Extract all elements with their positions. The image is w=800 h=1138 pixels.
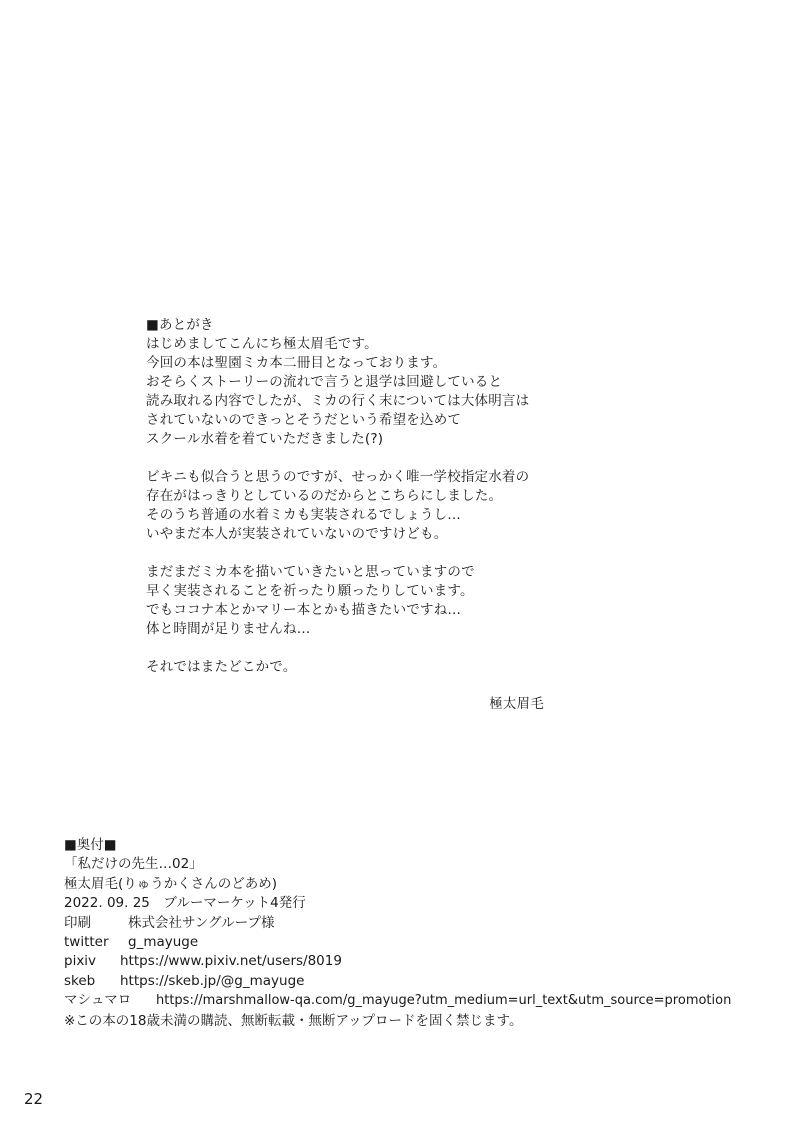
afterword-line: 体と時間が足りませんね… bbox=[146, 621, 311, 637]
page-number: 22 bbox=[24, 1090, 44, 1108]
colophon-twitter bbox=[64, 933, 764, 952]
paragraph-gap bbox=[146, 544, 566, 563]
copyright-notice: ※この本の18歳未満の購読、無断転載・無断アップロードを固く禁じます。 bbox=[64, 1013, 523, 1029]
colophon-skeb bbox=[64, 972, 764, 991]
afterword-line: スクール水着を着ていただきました(?) bbox=[146, 431, 384, 447]
afterword-line: 存在がはっきりとしているのだからとこちらにしました。 bbox=[146, 488, 503, 504]
paragraph-gap bbox=[146, 639, 566, 658]
printer-label: 印刷 bbox=[64, 914, 91, 931]
pixiv-url: https://www.pixiv.net/users/8019 bbox=[120, 953, 342, 970]
marshmallow-label: マシュマロ bbox=[64, 992, 132, 1009]
afterword-line: でもココナ本とかマリー本とかも描きたいですね… bbox=[146, 602, 462, 618]
afterword-line: 読み取れる内容でしたが、ミカの行く末については大体明言は bbox=[146, 393, 530, 409]
afterword-line: そのうち普通の水着ミカも実装されるでしょうし… bbox=[146, 507, 461, 523]
afterword-section bbox=[146, 316, 566, 714]
afterword-line: されていないのできっとそうだという希望を込めて bbox=[146, 412, 462, 428]
afterword-line: それではまたどこかで。 bbox=[146, 659, 297, 675]
twitter-label: twitter bbox=[64, 934, 109, 951]
colophon-section bbox=[64, 836, 764, 1011]
colophon-pixiv bbox=[64, 952, 764, 971]
colophon-heading: ■奥付■ bbox=[64, 837, 117, 853]
printer-value: 株式会社サングループ様 bbox=[128, 914, 275, 931]
paragraph-gap bbox=[146, 449, 566, 468]
afterword-line: はじめましてこんにち極太眉毛です。 bbox=[146, 336, 378, 352]
colophon-publication: 2022. 09. 25 ブルーマーケット4発行 bbox=[64, 895, 306, 912]
colophon-printer bbox=[64, 914, 764, 933]
afterword-line: 今回の本は聖園ミカ本二冊目となっております。 bbox=[146, 355, 447, 371]
skeb-url: https://skeb.jp/@g_mayuge bbox=[120, 972, 305, 989]
twitter-value: g_mayuge bbox=[128, 934, 199, 951]
afterword-line: 早く実装されることを祈ったり願ったりしています。 bbox=[146, 583, 474, 599]
afterword-heading: ■あとがき bbox=[146, 317, 214, 333]
afterword-line: まだまだミカ本を描いていきたいと思っていますので bbox=[146, 564, 475, 580]
pixiv-label: pixiv bbox=[64, 953, 97, 970]
afterword-line: ビキニも似合うと思うのですが、せっかく唯一学校指定水着の bbox=[146, 469, 530, 485]
marshmallow-url: https://marshmallow-qa.com/g_mayuge?utm_medium=url_text&utm_source=promotion bbox=[156, 993, 732, 1009]
afterword-line: いやまだ本人が実装されていないのですけども。 bbox=[146, 526, 448, 542]
afterword-signature: 極太眉毛 bbox=[489, 696, 544, 712]
colophon-title: 「私だけの先生…02」 bbox=[64, 856, 203, 873]
afterword-line: おそらくストーリーの流れで言うと退学は回避していると bbox=[146, 374, 503, 390]
skeb-label: skeb bbox=[64, 972, 96, 989]
colophon-marshmallow bbox=[64, 991, 764, 1010]
colophon-author: 極太眉毛(りゅうかくさんのどあめ) bbox=[64, 875, 278, 892]
